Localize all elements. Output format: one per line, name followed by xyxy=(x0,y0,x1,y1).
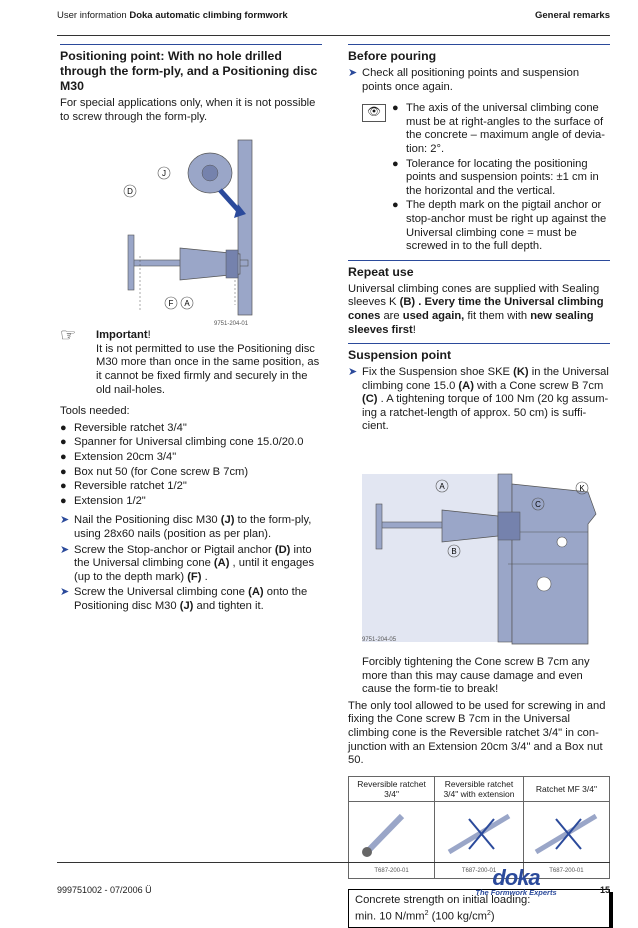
section-title-positioning: Positioning point: With no hole drilled through the form-ply, and a Positioning disc M30 xyxy=(60,49,318,93)
section-rule xyxy=(348,260,610,261)
check-list xyxy=(348,102,610,254)
list-item: ➤ Screw the Universal climbing cone (A) onto the Positioning disc M30 (J) and tighten it. xyxy=(60,586,308,612)
bullet-icon: ● xyxy=(60,480,67,493)
list-item: ● The axis of the universal climbing cone must be at right-angles to the surface of the concrete – maximum angle of devia-tion: 2°. xyxy=(392,102,605,155)
page-header xyxy=(57,10,610,36)
list-item: ● Box nut 50 (for Cone screw B 7cm) xyxy=(60,465,249,478)
concrete-strength-box: Concrete strength on initial loading: min. 10 $N/mm^2$ (100 $kg/cm^2$) xyxy=(348,889,610,928)
important-title: Important xyxy=(96,329,148,342)
table-header: Ratchet MF 3/4" xyxy=(523,776,609,801)
section-title-before-pouring: Before pouring xyxy=(348,49,437,63)
important-note: ☞ Important! It is not permitted to use the Positioning disc M30 more than once in the same position, as it cannot be fixed firmly and securely in the old nail-holes. xyxy=(60,329,322,397)
document-number: 999751002 - 07/2006 Ü xyxy=(57,885,152,895)
table-header: Reversible ratchet 3/4" xyxy=(349,776,435,801)
page-number: 15 xyxy=(599,885,610,895)
arrow-icon: ➤ xyxy=(60,586,70,599)
arrow-icon: ➤ xyxy=(348,67,358,79)
header-section: General remarks xyxy=(535,10,610,21)
callout-a: A xyxy=(439,482,445,492)
callout-d: D xyxy=(127,187,133,197)
ratchet-image: T687-200-01 xyxy=(349,801,435,878)
section-rule xyxy=(348,343,610,344)
bullet-icon: ● xyxy=(60,421,67,434)
bullet-icon: ● xyxy=(392,157,399,170)
section-title-suspension: Suspension point xyxy=(348,348,452,363)
bullet-icon: ● xyxy=(392,199,399,212)
figure-positioning-disc xyxy=(60,130,322,328)
page-footer xyxy=(57,862,610,897)
header-left: User information Doka automatic climbing formwork xyxy=(57,10,288,21)
arrow-icon: ➤ xyxy=(60,543,70,556)
section-rule xyxy=(348,44,610,45)
figure-code: 9751-204-05 xyxy=(362,637,397,644)
list-item: ● Spanner for Universal climbing cone 15.0/20.0 xyxy=(60,436,304,449)
callout-a: A xyxy=(184,299,190,309)
list-item: ● Extension 20cm 3/4" xyxy=(60,450,177,463)
eye-icon: 👁 xyxy=(362,104,386,122)
positioning-disc-illustration xyxy=(60,130,322,315)
list-item: ● Reversible ratchet 1/2" xyxy=(60,480,187,493)
doka-logo: doka The Formwork Experts xyxy=(475,865,557,897)
list-item: ● Reversible ratchet 3/4" xyxy=(60,421,187,434)
callout-j: J xyxy=(162,169,166,179)
ratchet-icon xyxy=(352,804,432,864)
intro-text: For special applications only, when it is not possible to screw through the form-ply. xyxy=(60,97,316,123)
list-item: ● Extension 1/2" xyxy=(60,494,146,507)
arrow-icon: ➤ xyxy=(348,366,358,379)
callout-c: C xyxy=(535,500,541,510)
figure-suspension-point xyxy=(348,444,610,652)
figure-code: 9751-204-01 xyxy=(214,321,249,328)
bullet-icon: ● xyxy=(60,494,67,507)
list-item: ➤ Fix the Suspension shoe SKE (K) in the Universal climbing cone 15.0 (A) with a Cone screw B 7cm (C) . A tightening torque of 100 Nm (20 kg assum-ing a ratchet-length of approx. 50 cm) is suffi-cient. xyxy=(348,366,609,433)
bullet-icon: ● xyxy=(392,102,399,115)
tools-list xyxy=(60,422,322,509)
ratchet-mf-image: T687-200-01 xyxy=(523,801,609,878)
important-text: It is not permitted to use the Positioning disc M30 more than once in the same position, as it cannot be fixed firmly and securely in the old nail-holes. xyxy=(96,342,320,396)
bullet-icon: ● xyxy=(60,465,67,478)
callout-b: B xyxy=(451,547,457,557)
section-rule xyxy=(60,44,322,45)
bullet-icon: ● xyxy=(60,450,67,463)
left-column xyxy=(60,44,322,615)
list-item: ➤ Screw the Stop-anchor or Pigtail anchor (D) into the Universal climbing cone (A) , until it engages (up to the depth mark) (F) . xyxy=(60,543,315,583)
callout-k: K xyxy=(579,484,585,494)
section-title-repeat-use: Repeat use xyxy=(348,264,414,279)
table-header: Reversible ratchet 3/4" with extension xyxy=(435,776,524,801)
pointing-hand-icon: ☞ xyxy=(60,325,77,346)
tools-heading: Tools needed: xyxy=(60,405,130,418)
ratchet-extension-image: T687-200-01 xyxy=(435,801,524,878)
right-column xyxy=(348,44,610,928)
repeat-use-text: Universal climbing cones are supplied with Sealing sleeves K (B) . Every time the Universal climbing cones are used again, fit them with new sealing sleeves first! xyxy=(348,282,604,336)
steps-list xyxy=(60,514,322,613)
bullet-icon: ● xyxy=(60,436,67,449)
ratchet-mf-icon xyxy=(526,804,606,864)
arrow-icon: ➤ xyxy=(60,514,70,527)
suspension-point-illustration xyxy=(348,444,610,652)
list-item: ● Tolerance for locating the positioning points and suspension points: ±1 cm in the horizontal and the vertical. xyxy=(392,157,599,197)
tool-note: The only tool allowed to be used for screwing in and fixing the Cone screw B 7cm in the Universal climbing cone is the Reversible ratchet 3/4" in con-junction with an Extension 20cm 3/4" and a Box nut 50. xyxy=(348,699,606,767)
ratchet-extension-icon xyxy=(439,804,519,864)
list-item: ➤ Nail the Positioning disc M30 (J) to the form-ply, using 28x60 nails (position as per plan). xyxy=(60,514,312,540)
callout-f: F xyxy=(168,299,174,309)
list-item: ➤ Check all positioning points and suspension points once again. xyxy=(348,67,580,93)
warning-text: Forcibly tightening the Cone screw B 7cm any more than this may cause damage and even cause the form-tie to break! xyxy=(362,656,590,696)
list-item: ● The depth mark on the pigtail anchor or stop-anchor must be right up against the Universal climbing cone = must be screwed in to the full depth. xyxy=(392,199,607,253)
